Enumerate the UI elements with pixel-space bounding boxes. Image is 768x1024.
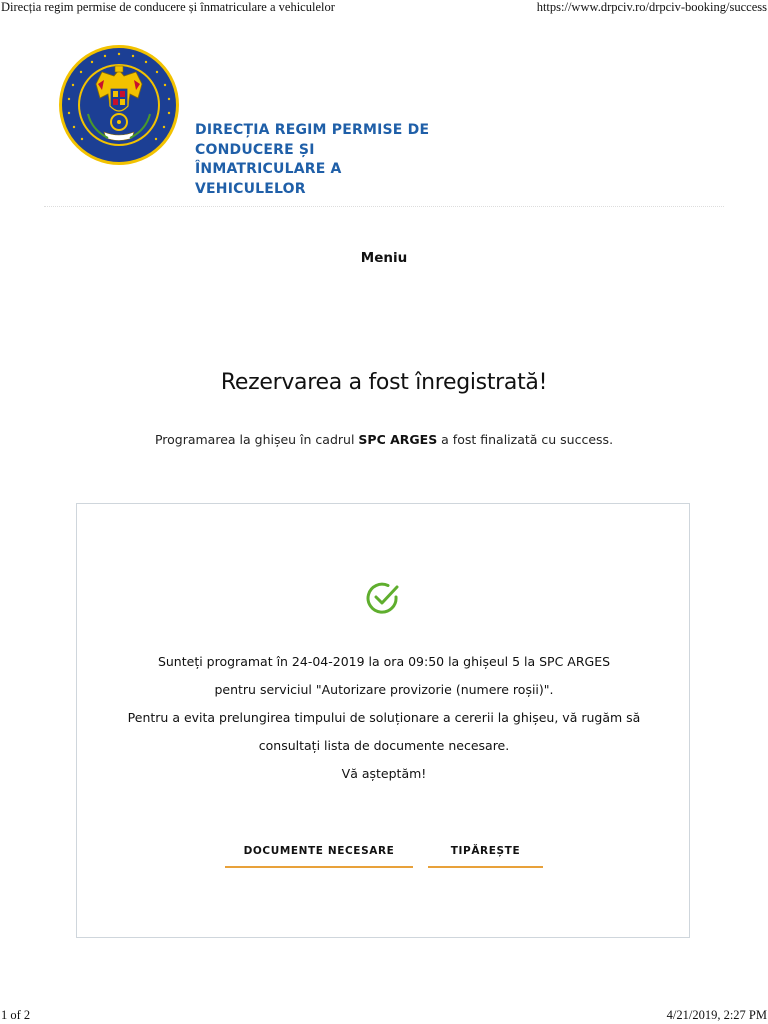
print-footer-datetime: 4/21/2019, 2:27 PM <box>666 1008 767 1022</box>
appointment-line: consultați lista de documente necesare. <box>258 738 510 753</box>
subtitle-suffix: a fost finalizată cu success. <box>437 432 614 447</box>
print-header-url: https://www.drpciv.ro/drpciv-booking/success <box>536 0 767 14</box>
required-documents-button[interactable]: DOCUMENTE NECESARE <box>225 836 413 868</box>
subtitle-prefix: Programarea la ghișeu în cadrul <box>154 432 359 447</box>
appointment-details <box>96 648 672 788</box>
drpciv-seal-icon[interactable] <box>58 44 180 166</box>
appointment-line: Vă așteptăm! <box>341 766 427 781</box>
organization-name[interactable]: DIRECȚIA REGIM PERMISE DE CONDUCERE ȘI ÎNMATRICULARE A VEHICULELOR <box>195 122 430 197</box>
print-button[interactable]: TIPĂREȘTE <box>428 836 543 868</box>
print-header-title: Direcția regim permise de conducere și înmatriculare a vehiculelor <box>1 0 335 14</box>
confirmation-subtitle <box>0 432 768 447</box>
appointment-line: Pentru a evita prelungirea timpului de soluționare a cererii la ghișeu, vă rugăm să <box>127 710 641 725</box>
appointment-line: pentru serviciul "Autorizare provizorie (numere roșii)". <box>214 682 554 697</box>
page-title: Rezervarea a fost înregistrată! <box>220 370 548 395</box>
header-divider <box>44 206 724 207</box>
subtitle-location: SPC ARGES <box>358 432 438 447</box>
check-circle-icon <box>365 580 401 616</box>
menu-link[interactable]: Meniu <box>360 250 408 266</box>
print-footer-page-number: 1 of 2 <box>1 1008 31 1022</box>
appointment-line: Sunteți programat în 24-04-2019 la ora 09:50 la ghișeul 5 la SPC ARGES <box>157 654 611 669</box>
